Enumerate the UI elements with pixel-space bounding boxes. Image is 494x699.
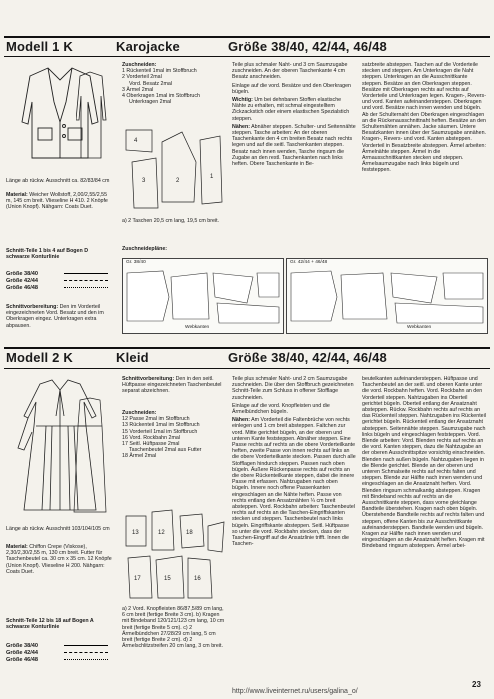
model2-size-legend xyxy=(6,642,108,663)
model1-number: Modell 1 K xyxy=(6,39,74,54)
legend-size: Größe 38/40 xyxy=(6,642,39,649)
plans-heading: Zuschneidepläne: xyxy=(122,246,168,252)
section1-top-rule xyxy=(4,36,490,38)
cut-item: 15 Vorderteil 1mal im Stoffbruch xyxy=(122,428,198,435)
section1-header-rule xyxy=(4,56,490,57)
legend-size: Größe 46/48 xyxy=(6,284,39,291)
paragraph: beutelkanten aufeinandersteppen. Hüftpasse und Taschenbeutel an der seitl. und oberen Kante unter die vord. Rockbahn heften. Vord. Rockbahn an den Vorderteil steppen. Nahtzugaben ins Oberteil gerichtet bügeln. Oberteil entlang der Ansatznaht absteppen. Rückw. Rockbahn rechts auf rechts an das Rückenteil steppen. Nahtzugaben ins Rückenteil gerichtet bügeln. Rückenteil entlang der Ansatznaht absteppen. Seitennähte steppen. Saumzugabe nach links bügeln und eingeschlagen feststeppen. Vord. Blende arbeiten: Vord. Blenden rechts auf rechts an die vord. Kanten steppen, dazu die Nahtzugabe an der oberen Ausschnittspitze vorsichtig einschneiden. Blenden nach außen bügeln. Nahtzugaben liegen in die Blende gerichtet. Blende an der oberen und unteren Schmalseite rechts auf rechts falten und steppen. Blende zur Hälfte nach innen wenden und eingeschlagen an die Ansatznaht heften. Vord. Blenden ringsum schmalkantig absteppen. Kragen mit Bindeband rechts auf rechts an die Ausschnittkante steppen, dass vorne gleichlange Bandteile überstehen. Kragen nach oben bügeln. Überstehende Bandteile rechts auf rechts falten und steppen, offene Kanten bis zur Ausschnittkante aufeinandersteppen. Bandteile wenden und bügeln. Kragen zur Hälfte nach innen wenden und eingeschlagen an die Ansatznaht heften. Kragen mit Bindeband ringsum absteppen. Ärmel arbei- xyxy=(362,376,486,550)
model2-schnitt-heading: Schnitt-Teile 12 bis 18 auf Bogen A schwarze Konturlinie xyxy=(6,618,94,631)
cut-item: 18 Ärmel 2mal xyxy=(122,453,157,460)
cut-item: 4 Oberkragen 1mal im Stoffbruch xyxy=(122,93,200,100)
model1-name: Karojacke xyxy=(116,39,180,54)
section2-top-rule xyxy=(4,347,490,349)
cut-item: Taschenbeutel 2mal aus Futter xyxy=(129,447,202,454)
svg-text:2: 2 xyxy=(176,178,180,184)
paragraph: Teile plus schmaler Naht- und 2 cm Saumzugabe zuschneiden. Die über den Stoffbruch gezeichneten Schnitt-Teile zum Schluss in offener Stofflage zuschneiden. xyxy=(232,376,354,401)
legend-row xyxy=(6,284,108,291)
legend-size: Größe 46/48 xyxy=(6,656,39,663)
legend-row xyxy=(6,642,108,649)
paragraph-heading: Wichtig: xyxy=(232,97,253,104)
model2-sizes: Größe 38/40, 42/44, 46/48 xyxy=(228,350,387,365)
model2-name: Kleid xyxy=(116,350,149,365)
model1-prep-text: Den im Vorderteil eingezeichneten Vord. Besatz und den im Oberkragen eingez. Unterkragen extra abpausen. xyxy=(6,304,104,329)
paragraph-text: Abnäher steppen. Schulter- und Seitennähte steppen. Tasche arbeiten: An der oberen Taschenkante den 4 cm breiten Besatz nach rechts legen und auf die seitl. Taschenkanten steppen. Besatz nach innen wenden, Tasche ringsum die Zugabe an den restl. Taschenkanten nach links heften. Obere Taschenkante in Be- xyxy=(232,123,356,168)
dress-back-illustration xyxy=(72,396,108,516)
model2-material-text: Chiffon Crepe (Viskose), 2,30/2,30/2,55 m, 130 cm breit. Futter für Taschenbeutel ca. 30 cm x 35 cm. 12 Knöpfe (Union Knopf). Vlieseline H 200. Nähgarn: Coats Duet. xyxy=(6,544,112,575)
model2-material xyxy=(6,544,112,575)
model1-prep-heading: Schnittvorbereitung: xyxy=(6,304,59,310)
legend-line-dashed xyxy=(64,280,108,281)
svg-text:4: 4 xyxy=(134,138,138,144)
model2-prep-text: Den in den seitl. Hüftpasse eingezeichneten Taschenbeutel separat abzeichnen. xyxy=(122,376,222,395)
legend-line-dotted xyxy=(64,659,108,660)
plan-2-pieces xyxy=(287,267,487,327)
cut-item: 17 Seitl. Hüftpasse 2mal xyxy=(122,441,180,448)
plan-1-pieces xyxy=(123,267,283,327)
plan-label: Gr. 38/40 xyxy=(126,260,146,265)
svg-text:18: 18 xyxy=(186,530,193,536)
cutting-plan-1 xyxy=(122,258,284,334)
svg-text:3: 3 xyxy=(142,178,146,184)
paragraph-heading: Nähen: xyxy=(232,123,250,130)
model1-material xyxy=(6,192,112,211)
model1-prep xyxy=(6,304,112,329)
model2-number: Modell 2 K xyxy=(6,350,74,365)
model2-material-heading: Material: xyxy=(6,544,28,550)
model1-pockets: a) 2 Taschen 20,5 cm lang, 19,5 cm breit. xyxy=(122,218,220,224)
cut-item: 2 Vorderteil 2mal xyxy=(122,74,162,81)
paragraph: Teile plus schmaler Naht- und 3 cm Saumzugabe zuschneiden. An der oberen Taschenkante 4 cm Besatz anschneiden. xyxy=(232,62,348,81)
svg-text:12: 12 xyxy=(158,530,165,536)
svg-text:1: 1 xyxy=(210,174,214,180)
plan-label: Gr. 42/44 + 46/48 xyxy=(290,260,328,265)
model1-schnitt-heading: Schnitt-Teile 1 bis 4 auf Bogen D schwarze Konturlinie xyxy=(6,248,89,261)
legend-line-solid xyxy=(64,645,108,646)
model2-col4 xyxy=(362,376,488,552)
legend-size: Größe 42/44 xyxy=(6,649,39,656)
cut-item: Unterkragen 2mal xyxy=(129,99,172,106)
cut-item: 1 Rückenteil 1mal im Stoffbruch xyxy=(122,68,197,75)
svg-text:17: 17 xyxy=(134,576,141,582)
legend-line-solid xyxy=(64,273,108,274)
cut-item: 3 Ärmel 2mal xyxy=(122,86,154,93)
paragraph: Einlage auf die vord. Besätze und den Oberkragen bügeln. xyxy=(232,82,351,95)
paragraph: satzbreite absteppen. Taschen auf die Vorderteile stecken und steppen. Am Unterkragen die Naht steppen. Unterkragen an die Ausschnittkante steppen. Besätze an den Oberkragen steppen. Besätze mit Oberkragen rechts auf rechts auf Vorderteile und Unterkragen legen. Kragen-, Revers- und vord. Kanten aufeinandersteppen. Oberkragen und vord. Besätze nach innen wenden und bügeln. Ab der Schulternaht den Oberkragen eingeschlagen an die Rückenausschnittnaht heften. Besätze an den Schulternähten annähen. Jacke säumen. Untere Besatzkanten innen über der Saumzugabe annähen. Kragen-, Revers- und vord. Kanten absteppen. Vorderteil in Besatzbreite absteppen. Ärmel arbeiten: Ärmelnähte steppen. Ärmel in die Armausschnittkanten stecken und steppen. Ärmelsaumzugabe nach links bügeln und feststeppen. xyxy=(362,62,486,174)
jacket-pattern-pieces xyxy=(122,122,226,214)
model1-length: Länge ab rückw. Ausschnitt ca. 82/83/84 cm xyxy=(6,178,110,184)
paragraph xyxy=(232,97,356,122)
model1-col4 xyxy=(362,62,488,176)
legend-row xyxy=(6,277,108,284)
model1-cut-list xyxy=(122,62,226,105)
legend-row xyxy=(6,649,108,656)
model2-cut-list xyxy=(122,410,226,460)
paragraph xyxy=(232,124,356,167)
paragraph xyxy=(232,417,356,547)
section2-header-rule xyxy=(4,368,490,369)
svg-text:16: 16 xyxy=(194,576,201,582)
legend-line-dotted xyxy=(64,287,108,288)
cut-item: Vord. Besatz 2mal xyxy=(129,80,172,87)
legend-size: Größe 42/44 xyxy=(6,277,39,284)
svg-text:13: 13 xyxy=(132,530,139,536)
plan-webkanten: Webkanten xyxy=(185,325,210,330)
model1-material-heading: Material: xyxy=(6,192,28,198)
model2-cut-heading: Zuschneiden: xyxy=(122,410,157,416)
footer-url[interactable]: http://www.liveinternet.ru/users/galina_o/ xyxy=(232,688,358,695)
legend-size: Größe 38/40 xyxy=(6,270,39,277)
model2-prep-heading: Schnittvorbereitung: xyxy=(122,376,175,382)
cut-item: 13 Rückenteil 1mal im Stoffbruch xyxy=(122,422,200,429)
cutting-plan-2 xyxy=(286,258,488,334)
model2-length: Länge ab rückw. Ausschnitt 103/104/105 cm xyxy=(6,526,110,532)
cut-item: 16 Vord. Rockbahn 2mal xyxy=(122,434,181,441)
jacket-back-illustration xyxy=(76,70,108,170)
model1-size-legend xyxy=(6,270,108,291)
paragraph-text: Am Vorderteil die Faltenbrüche von rechts einlegen und 1 cm breit absteppen. Faltchen zur vord. Mitte gerichtet bügeln, an der oberen und unteren Kante feststeppen. Abnäher steppen. Eine Passe rechts auf rechts an die obere Vorderteilkante heften, zweite Passe von innen rechts auf links an die obere Vorderteilkante stecken. Passen durch alle Stofflagen hindurch steppen. Passen nach oben bügeln. Äußere Rückenpasse rechts auf rechts an die obere Rückenteilkante steppen, dabei die innere Passe mit erfassen. Nahtzugaben nach oben bügeln. Innere noch offene Passenkanten eingeschlagen an die Nähte heften. Passe von rechts entlang den Ansatznähten ¼ cm breit absteppen. Vord. Rockbahn arbeiten: Taschenbeutel rechts auf rechts an die Taschen-Eingriffskanten stecken und steppen. Taschenbeutel nach links bügeln. Eingriffskante absteppen. Seitl. Hüftpasse so unter die vord. Rockbahn stecken, dass der Taschen-Eingriff auf die Ansatzlinie trifft. Innen die Taschen- xyxy=(232,417,356,548)
model2-prep xyxy=(122,376,226,395)
plan-webkanten: Webkanten xyxy=(407,325,432,330)
model1-cut-heading: Zuschneiden: xyxy=(122,62,157,68)
page-number: 23 xyxy=(472,680,481,689)
legend-row xyxy=(6,270,108,277)
paragraph-heading: Nähen: xyxy=(232,417,250,424)
legend-row xyxy=(6,656,108,663)
model1-material-text: Weicher Wollstoff, 2,00/2,55/2,55 m, 145 cm breit. Vlieseline H 410. 2 Knöpfe (Union Knopf). Nähgarn: Coats Duet. xyxy=(6,192,108,211)
model2-col3 xyxy=(232,376,356,549)
model2-strips: a) 2 Vord. Knopfleisten 86/87,5/89 cm lang, 6 cm breit (fertige Breite 3 cm). b) Kragen mit Bindeband 120/121/123 cm lang, 10 cm breit (fertige Breite 5 cm). c) 2 Ärmelbündchen 27/28/29 cm lang, 5 cm breit (fertige Breite 2 cm). d) 2 Ärmelschlitzstreifen 20 cm lang, 3 cm breit. xyxy=(122,606,225,650)
paragraph: Einlage auf die vord. Knopfleisten und die Ärmelbündchen bügeln. xyxy=(232,402,330,416)
legend-line-dashed xyxy=(64,652,108,653)
paragraph-text: Um bei dehnbaren Stoffen elastische Nähte zu erhalten, mit schmal eingestelltem Zickzackstich oder einem elastischen Spezialstich steppen. xyxy=(232,97,350,122)
svg-text:15: 15 xyxy=(164,576,171,582)
model1-sizes: Größe 38/40, 42/44, 46/48 xyxy=(228,39,387,54)
cut-item: 12 Passe 2mal im Stoffbruch xyxy=(122,416,190,423)
dress-pattern-pieces xyxy=(122,506,228,602)
model1-col3 xyxy=(232,62,356,169)
